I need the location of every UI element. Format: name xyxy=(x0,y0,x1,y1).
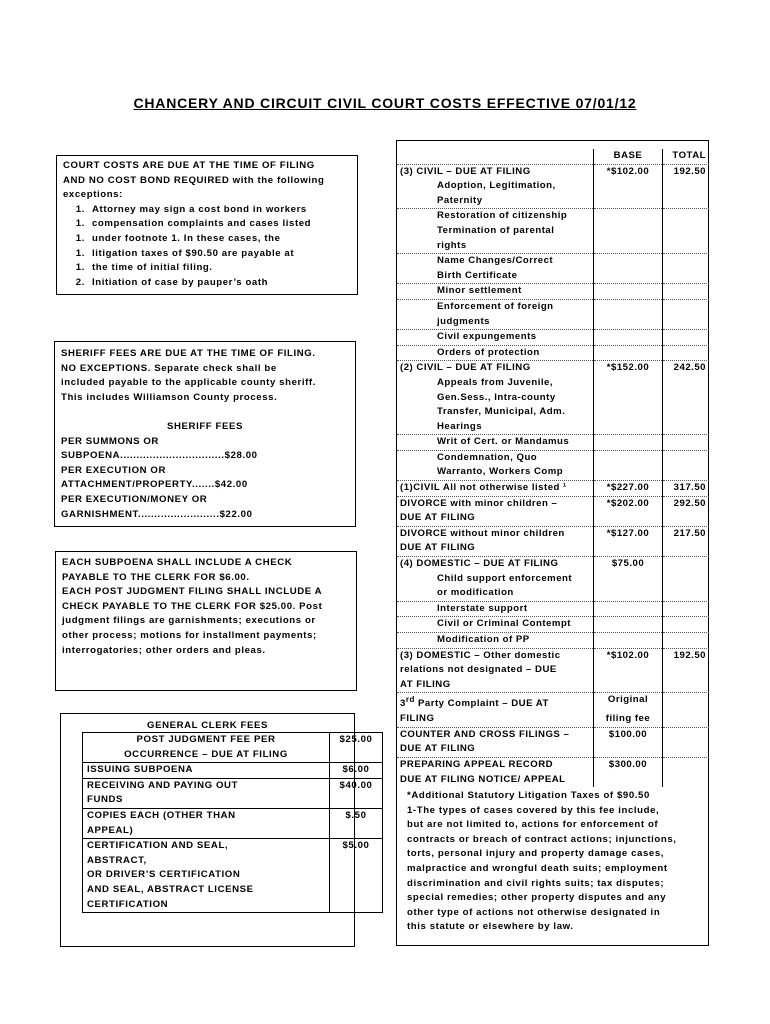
text-line: CHECK PAYABLE TO THE CLERK FOR $25.00. Post xyxy=(62,600,323,612)
total-cost xyxy=(663,465,710,480)
fee-label-line: COPIES EACH (OTHER THAN xyxy=(87,809,236,821)
cost-description: judgments xyxy=(437,315,491,327)
text-line: judgment filings are garnishments; executions or xyxy=(62,615,316,627)
base-cost: $100.00 xyxy=(594,727,663,742)
base-cost xyxy=(594,239,663,254)
fee-label xyxy=(83,763,330,779)
fee-amount: $5.00 xyxy=(330,839,383,913)
footnote-line: 1-The types of cases covered by this fee include, xyxy=(407,804,660,816)
base-cost xyxy=(594,315,663,330)
total-cost xyxy=(663,757,710,772)
total-cost xyxy=(663,376,710,391)
cost-description: Civil or Criminal Contempt xyxy=(397,617,594,633)
cost-description: Condemnation, Quo xyxy=(397,450,594,465)
cost-description: DIVORCE without minor children xyxy=(397,526,594,541)
total-cost xyxy=(663,179,710,194)
text-line: NO EXCEPTIONS. Separate check shall be xyxy=(61,362,277,374)
cost-description: Minor settlement xyxy=(397,284,594,300)
cost-description: Appeals from Juvenile, xyxy=(437,376,554,388)
total-cost: 292.50 xyxy=(663,496,710,511)
total-header: TOTAL xyxy=(663,149,710,164)
total-cost xyxy=(663,773,710,788)
cost-description: Enforcement of foreign xyxy=(397,299,594,314)
cost-row xyxy=(397,209,709,224)
cost-row xyxy=(397,617,709,633)
base-cost xyxy=(594,391,663,406)
exception-item xyxy=(63,203,351,218)
fee-label-line: CERTIFICATION AND SEAL, xyxy=(87,840,229,852)
cost-row xyxy=(397,330,709,346)
total-cost: 217.50 xyxy=(663,526,710,541)
base-cost xyxy=(594,405,663,420)
item-text: under footnote 1. In these cases, the xyxy=(92,232,281,244)
fee-label-line: FUNDS xyxy=(87,794,124,806)
item-number: 1. xyxy=(75,203,85,215)
base-cost xyxy=(594,511,663,526)
fee-label-line: AND SEAL, ABSTRACT LICENSE xyxy=(87,883,254,895)
fee-label-line: APPEAL) xyxy=(87,824,134,836)
general-fees-title: GENERAL CLERK FEES xyxy=(147,720,268,731)
cost-row xyxy=(397,663,709,678)
cost-description: DUE AT FILING xyxy=(400,743,476,755)
fee-amount: $6.00 xyxy=(330,763,383,779)
fee-label xyxy=(83,778,330,808)
fee-label-line: ABSTRACT, xyxy=(87,854,147,866)
text-line: included payable to the applicable county sheriff. xyxy=(61,377,316,389)
cost-description: Interstate support xyxy=(397,601,594,617)
fee-label-line: RECEIVING AND PAYING OUT xyxy=(87,779,239,791)
cost-row xyxy=(397,405,709,420)
total-cost xyxy=(663,712,710,727)
cost-row xyxy=(397,435,709,451)
cost-description: Civil expungements xyxy=(397,330,594,346)
cost-description: Restoration of citizenship xyxy=(397,209,594,224)
total-cost xyxy=(663,601,710,617)
base-cost xyxy=(594,376,663,391)
total-cost xyxy=(663,617,710,633)
base-cost xyxy=(594,633,663,649)
base-cost xyxy=(594,194,663,209)
cost-description: Modification of PP xyxy=(397,633,594,649)
base-cost xyxy=(594,299,663,314)
cost-description: Child support enforcement xyxy=(437,572,573,584)
cost-row xyxy=(397,572,709,587)
cost-row xyxy=(397,391,709,406)
cost-description: DUE AT FILING xyxy=(400,542,476,554)
sheriff-fees-box xyxy=(54,341,356,527)
cost-row xyxy=(397,633,709,649)
base-cost xyxy=(594,742,663,757)
cost-row xyxy=(397,557,709,572)
court-costs-table xyxy=(397,149,709,787)
text-line: This includes Williamson County process. xyxy=(61,391,278,403)
item-number: 1. xyxy=(75,262,85,274)
fee-line: PER SUMMONS OR xyxy=(61,435,159,447)
cost-description: Termination of parental xyxy=(437,224,555,236)
cost-description: FILING xyxy=(400,713,435,725)
item-text: litigation taxes of $90.50 are payable at xyxy=(92,247,295,259)
cost-description: AT FILING xyxy=(400,678,451,690)
cost-row xyxy=(397,269,709,284)
general-fees-table xyxy=(82,732,383,913)
total-cost xyxy=(663,727,710,742)
base-cost: *$127.00 xyxy=(594,526,663,541)
cost-row xyxy=(397,420,709,435)
footnotes xyxy=(407,789,702,935)
cost-row xyxy=(397,601,709,617)
base-cost xyxy=(594,284,663,300)
total-cost xyxy=(663,299,710,314)
cost-row xyxy=(397,693,709,712)
cost-row xyxy=(397,164,709,179)
cost-description: relations not designated – DUE xyxy=(400,664,557,676)
cost-description: Adoption, Legitimation, xyxy=(437,180,556,192)
total-cost xyxy=(663,586,710,601)
total-cost xyxy=(663,269,710,284)
base-cost: *$102.00 xyxy=(594,164,663,179)
intro-line: exceptions: xyxy=(63,189,123,201)
cost-row xyxy=(397,496,709,511)
page-title: CHANCERY AND CIRCUIT CIVIL COURT COSTS EFFECTIVE 07/01/12 xyxy=(133,95,637,111)
base-cost: *$227.00 xyxy=(594,481,663,497)
fee-label xyxy=(83,808,330,838)
cost-row xyxy=(397,284,709,300)
base-cost xyxy=(594,678,663,693)
base-cost xyxy=(594,465,663,480)
cost-row xyxy=(397,345,709,361)
footnote-line: but are not limited to, actions for enforcement of xyxy=(407,819,659,831)
cost-row xyxy=(397,299,709,314)
fee-label xyxy=(83,733,330,763)
total-cost xyxy=(663,450,710,465)
total-cost xyxy=(663,693,710,712)
cost-row xyxy=(397,194,709,209)
fee-row xyxy=(83,808,383,838)
total-cost xyxy=(663,315,710,330)
item-number: 1. xyxy=(75,218,85,230)
text-line: SHERIFF FEES ARE DUE AT THE TIME OF FILING. xyxy=(61,348,316,359)
base-cost xyxy=(594,450,663,465)
general-clerk-fees-box xyxy=(60,713,373,947)
fee-amount: $40.00 xyxy=(330,778,383,808)
cost-row xyxy=(397,481,709,497)
item-number: 1. xyxy=(75,232,85,244)
total-cost xyxy=(663,420,710,435)
cost-description: Orders of protection xyxy=(397,345,594,361)
fee-row xyxy=(83,763,383,779)
cost-row xyxy=(397,742,709,757)
footnote-line: discrimination and civil rights suits; tax disputes; xyxy=(407,877,665,889)
fee-label-line: ISSUING SUBPOENA xyxy=(87,764,194,776)
text-line: other process; motions for installment payments; xyxy=(62,629,317,641)
total-cost xyxy=(663,511,710,526)
base-header: BASE xyxy=(594,149,663,164)
total-cost xyxy=(663,345,710,361)
total-cost xyxy=(663,633,710,649)
base-cost xyxy=(594,617,663,633)
exception-item xyxy=(63,261,351,276)
cost-description: Transfer, Municipal, Adm. xyxy=(437,406,566,418)
total-cost xyxy=(663,391,710,406)
cost-row xyxy=(397,727,709,742)
footnote-line: torts, personal injury and property damage cases, xyxy=(407,848,665,860)
total-cost xyxy=(663,663,710,678)
footnote-line: other type of actions not otherwise designated in xyxy=(407,906,661,918)
cost-row xyxy=(397,678,709,693)
fee-line: SUBPOENA................................$28.00 xyxy=(61,450,258,462)
base-cost xyxy=(594,254,663,269)
subpoena-check-box xyxy=(55,551,357,691)
cost-description: Hearings xyxy=(437,420,483,432)
fee-row xyxy=(83,839,383,913)
total-cost xyxy=(663,209,710,224)
base-cost: *$152.00 xyxy=(594,361,663,376)
cost-description: 3rd Party Complaint – DUE AT xyxy=(397,693,594,712)
base-cost xyxy=(594,209,663,224)
fee-line: ATTACHMENT/PROPERTY.......$42.00 xyxy=(61,479,248,491)
total-cost xyxy=(663,435,710,451)
total-cost xyxy=(663,284,710,300)
base-cost xyxy=(594,572,663,587)
cost-description: (1)CIVIL All not otherwise listed ¹ xyxy=(397,481,594,497)
cost-row xyxy=(397,179,709,194)
cost-row xyxy=(397,361,709,376)
fee-label xyxy=(83,839,330,913)
cost-description: or modification xyxy=(437,587,514,599)
item-number: 1. xyxy=(75,247,85,259)
cost-row xyxy=(397,315,709,330)
total-cost: 242.50 xyxy=(663,361,710,376)
fee-label-line: OR DRIVER’S CERTIFICATION xyxy=(87,869,241,881)
cost-row xyxy=(397,586,709,601)
base-cost: Original xyxy=(594,693,663,712)
intro-line: COURT COSTS ARE DUE AT THE TIME OF FILING xyxy=(63,160,315,171)
text-line: interrogatories; other orders and pleas. xyxy=(62,644,266,656)
total-cost xyxy=(663,572,710,587)
base-cost xyxy=(594,330,663,346)
total-cost xyxy=(663,194,710,209)
fee-line: PER EXECUTION OR xyxy=(61,464,167,476)
total-cost xyxy=(663,239,710,254)
total-cost xyxy=(663,678,710,693)
cost-row xyxy=(397,541,709,556)
fee-row xyxy=(83,778,383,808)
footnote-line: malpractice and wrongful death suits; employment xyxy=(407,862,668,874)
cost-row xyxy=(397,450,709,465)
base-cost: $75.00 xyxy=(594,557,663,572)
base-cost: *$202.00 xyxy=(594,496,663,511)
item-text: Attorney may sign a cost bond in workers xyxy=(92,203,307,215)
base-cost: *$102.00 xyxy=(594,648,663,663)
cost-row xyxy=(397,376,709,391)
base-cost xyxy=(594,773,663,788)
total-cost: 192.50 xyxy=(663,648,710,663)
cost-row xyxy=(397,224,709,239)
base-cost xyxy=(594,224,663,239)
base-cost: $300.00 xyxy=(594,757,663,772)
court-costs-box xyxy=(396,140,709,946)
base-cost xyxy=(594,345,663,361)
cost-description: Gen.Sess., Intra-county xyxy=(437,391,556,403)
item-text: Initiation of case by pauper’s oath xyxy=(92,276,269,288)
exception-item xyxy=(63,217,351,232)
fee-row xyxy=(83,733,383,763)
cost-description: Writ of Cert. or Mandamus xyxy=(397,435,594,451)
cost-description: (2) CIVIL – DUE AT FILING xyxy=(397,361,594,376)
footnote-line: this statute or elsewhere by law. xyxy=(407,921,574,933)
cost-description: Paternity xyxy=(437,194,483,206)
fee-label-line: OCCURRENCE – DUE AT FILING xyxy=(124,748,288,760)
filing-exceptions-box xyxy=(56,155,358,295)
fee-line: GARNISHMENT.........................$22.00 xyxy=(61,508,253,520)
text-line: PAYABLE TO THE CLERK FOR $6.00. xyxy=(62,571,250,583)
base-cost xyxy=(594,663,663,678)
cost-description: Name Changes/Correct xyxy=(397,254,594,269)
cost-description: (3) DOMESTIC – Other domestic xyxy=(397,648,594,663)
cost-description: (3) CIVIL – DUE AT FILING xyxy=(397,164,594,179)
cost-row xyxy=(397,254,709,269)
exception-item xyxy=(63,247,351,262)
cost-description: Birth Certificate xyxy=(437,269,518,281)
base-cost xyxy=(594,420,663,435)
cost-description: DUE AT FILING NOTICE/ APPEAL xyxy=(400,773,566,785)
fee-label-line: POST JUDGMENT FEE PER xyxy=(136,734,276,745)
cost-description: rights xyxy=(437,239,467,251)
fee-amount: $.50 xyxy=(330,808,383,838)
sheriff-fees-heading: SHERIFF FEES xyxy=(167,420,243,432)
text-line: EACH POST JUDGMENT FILING SHALL INCLUDE A xyxy=(62,586,323,598)
base-cost xyxy=(594,435,663,451)
cost-description: DIVORCE with minor children – xyxy=(397,496,594,511)
total-cost: 192.50 xyxy=(663,164,710,179)
cost-description: PREPARING APPEAL RECORD xyxy=(397,757,594,772)
item-number: 2. xyxy=(75,276,85,288)
total-cost xyxy=(663,224,710,239)
fee-line: PER EXECUTION/MONEY OR xyxy=(61,493,208,505)
exception-item xyxy=(63,276,351,291)
cost-row xyxy=(397,239,709,254)
cost-row xyxy=(397,465,709,480)
fee-label-line: CERTIFICATION xyxy=(87,898,169,910)
total-cost xyxy=(663,254,710,269)
cost-description: Warranto, Workers Comp xyxy=(437,466,564,478)
cost-row xyxy=(397,712,709,727)
footnote-line: special remedies; other property disputes and any xyxy=(407,892,667,904)
item-text: the time of initial filing. xyxy=(92,262,213,274)
cost-row xyxy=(397,511,709,526)
base-cost xyxy=(594,541,663,556)
intro-line: AND NO COST BOND REQUIRED with the following xyxy=(63,174,325,186)
cost-row xyxy=(397,526,709,541)
total-cost xyxy=(663,541,710,556)
base-cost xyxy=(594,586,663,601)
cost-description: DUE AT FILING xyxy=(400,512,476,524)
total-cost xyxy=(663,557,710,572)
cost-row xyxy=(397,757,709,772)
footnote-line: contracts or breach of contract actions; injunctions, xyxy=(407,833,677,845)
cost-description: COUNTER AND CROSS FILINGS – xyxy=(397,727,594,742)
item-text: compensation complaints and cases listed xyxy=(92,218,312,230)
text-line: EACH SUBPOENA SHALL INCLUDE A CHECK xyxy=(62,557,293,568)
cost-description: (4) DOMESTIC – DUE AT FILING xyxy=(397,557,594,572)
base-cost xyxy=(594,269,663,284)
total-cost xyxy=(663,330,710,346)
footnote-line: *Additional Statutory Litigation Taxes of $90.50 xyxy=(407,790,650,801)
cost-row xyxy=(397,648,709,663)
base-cost: filing fee xyxy=(594,712,663,727)
cost-row xyxy=(397,773,709,788)
base-cost xyxy=(594,179,663,194)
exception-item xyxy=(63,232,351,247)
total-cost: 317.50 xyxy=(663,481,710,497)
fee-amount: $25.00 xyxy=(330,733,383,763)
base-cost xyxy=(594,601,663,617)
total-cost xyxy=(663,405,710,420)
total-cost xyxy=(663,742,710,757)
